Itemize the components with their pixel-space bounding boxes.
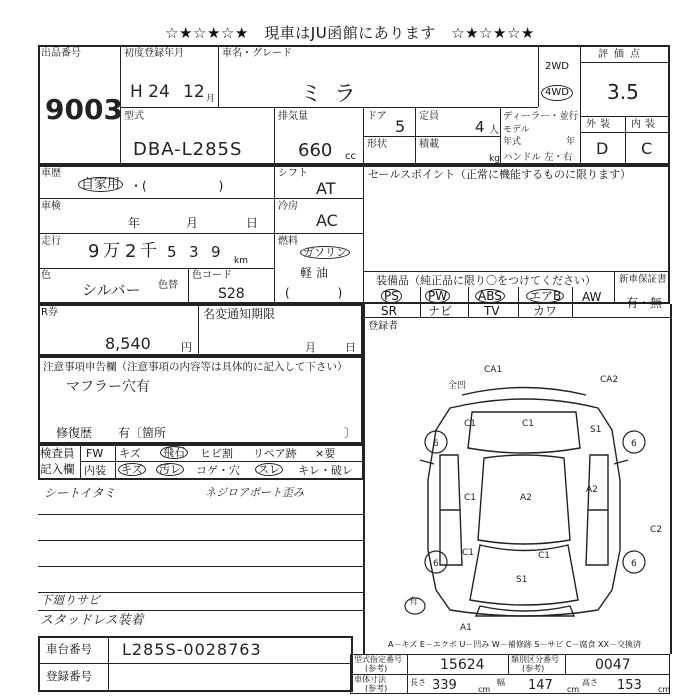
notes-text: マフラー穴有: [66, 379, 150, 395]
equip-abs: [475, 289, 505, 303]
load-unit: kg: [489, 154, 500, 164]
capacity-value: 4: [475, 118, 485, 136]
insp-stone: [160, 446, 188, 459]
recycle-unit: 円: [181, 341, 192, 354]
mark-right-rocker: C2: [650, 525, 663, 535]
insp-repair: リペア跡: [253, 447, 297, 460]
dims-length-unit: cm: [478, 685, 491, 694]
dims-width-label: 幅: [497, 678, 505, 687]
equipment-label: 装備品（純正品に限り〇をつけてください）: [376, 274, 596, 287]
repair-history-close: 〕: [344, 426, 357, 440]
mileage-d3: 5: [167, 243, 177, 261]
car-name-label: 車名・グレード: [222, 48, 292, 59]
inspector-label-2: 記入欄: [40, 462, 75, 476]
equip-tv: TV: [484, 304, 500, 318]
inspection-label: 車検: [41, 201, 61, 212]
displacement-value: 660: [298, 140, 333, 161]
dims-height-unit: cm: [658, 685, 671, 694]
type-cert-sub: (参考): [365, 664, 388, 673]
remark-2: ネジロアポート歪み: [205, 486, 304, 499]
remark-1: シートイタミ: [44, 486, 116, 500]
inspection-year: 年: [128, 216, 141, 230]
reg-number-label: 登録番号: [46, 669, 92, 683]
int-burn: コゲ・穴: [196, 464, 240, 477]
int-stain: [156, 463, 184, 476]
mark-left-rear: C1: [462, 548, 475, 558]
insp-fw: FW: [86, 447, 104, 460]
dealer-year-unit: 年: [566, 137, 576, 147]
interior-grade: C: [641, 139, 653, 158]
mark-roof: A2: [520, 493, 532, 503]
mileage-d4: 3: [189, 243, 199, 261]
shape-label: 形状: [367, 139, 387, 150]
front-bumper: [462, 388, 586, 396]
int-wear: [255, 463, 283, 476]
repaint-label: 色替: [158, 280, 178, 291]
dims-height: 153: [617, 678, 642, 693]
remark-6: 下廻りサビ: [40, 593, 101, 607]
int-tear: キレ・破レ: [298, 464, 353, 477]
sales-point-label: セールスポイント（正常に機能するものに限ります）: [368, 168, 632, 181]
dims-length-label: 長さ: [410, 678, 426, 687]
warranty-value: 有・無: [626, 296, 663, 310]
insp-crack: ヒビ割: [200, 447, 233, 460]
drive-4wd: 4WD: [541, 85, 573, 101]
color-code-label: 色コード: [192, 270, 232, 281]
first-reg-label: 初度登録年月: [124, 48, 184, 59]
mark-tire-fr: 6: [631, 439, 637, 449]
capacity-label: 定員: [419, 111, 439, 122]
fuel-label: 燃料: [278, 236, 298, 247]
recycle-label: R券: [41, 307, 58, 318]
mileage-sen: 千: [140, 241, 157, 261]
equip-airbag: [526, 289, 564, 303]
mark-tire-rl: 6: [433, 559, 439, 569]
right-mirror: [614, 460, 628, 464]
first-reg-month-unit: 月: [206, 94, 216, 104]
mileage-d1: 9: [88, 241, 100, 262]
dims-label: 車体寸法: [354, 675, 386, 684]
class-no-sub: (参考): [522, 664, 545, 673]
dims-width: 147: [528, 678, 553, 693]
dims-width-unit: cm: [567, 685, 580, 694]
remark-7: スタッドレス装着: [40, 613, 144, 628]
equip-airbag-circled: エアB: [526, 289, 564, 303]
color-label: 色: [41, 270, 51, 281]
car-damage-diagram: [380, 360, 670, 645]
equip-pw-circled: PW: [425, 289, 450, 303]
int-stain-circled: 汚レ: [156, 463, 184, 476]
banner: ☆★☆★☆★ 現車はJU函館にあります ☆★☆★☆★: [165, 24, 535, 42]
interior-label: 内装: [631, 119, 659, 130]
model-value: DBA-L285S: [133, 139, 243, 160]
dealer-year: 年式: [503, 137, 522, 147]
equip-leather: カワ: [533, 304, 558, 318]
model-label: 型式: [124, 111, 144, 122]
history-other: ・( ): [130, 179, 224, 193]
mark-right-bumper: CA2: [600, 375, 619, 385]
equip-abs-circled: ABS: [475, 289, 505, 303]
lot-label: 出品番号: [41, 48, 81, 59]
class-no-value: 0047: [595, 657, 631, 673]
fuel-diesel: 軽油: [300, 266, 333, 280]
displacement-label: 排気量: [278, 111, 308, 122]
shift-label: シフト: [278, 168, 308, 179]
mileage-d2: 2: [125, 241, 137, 262]
int-scratch-circled: キズ: [118, 463, 146, 476]
repair-history-label: 修復歴: [56, 426, 93, 440]
mark-tail-yes: 有: [409, 597, 419, 607]
dims-sub: (参考): [365, 684, 388, 693]
equip-pw: [425, 289, 450, 303]
score-label: 評価点: [598, 49, 646, 60]
chassis-label: 車台番号: [46, 642, 92, 656]
mileage-unit: km: [234, 256, 248, 266]
exterior-label: 外装: [586, 119, 614, 130]
dealer-model: モデル: [503, 125, 530, 135]
history-private: [78, 177, 123, 192]
ac-value: AC: [316, 211, 338, 230]
left-mirror: [420, 460, 434, 464]
drive-2wd: 2WD: [545, 61, 569, 72]
insp-replace: ×要: [315, 447, 336, 460]
inspection-month: 月: [186, 216, 199, 230]
mark-tire-fl: 6: [433, 439, 439, 449]
chassis-value: L285S-0028763: [122, 640, 262, 659]
mileage-label: 走行: [41, 236, 61, 247]
int-wear-circled: スレ: [255, 463, 283, 476]
equip-ps: [381, 289, 402, 303]
mark-front-dent: 全凹: [448, 381, 467, 391]
int-label: 内装: [84, 464, 106, 477]
inspection-day: 日: [246, 216, 259, 230]
mileage-man: 万: [103, 241, 120, 261]
name-change-day: 日: [345, 341, 356, 354]
mark-right-front: S1: [590, 425, 602, 435]
color-code-value: S28: [218, 286, 245, 302]
mark-rear-a1: A1: [460, 623, 472, 633]
mark-rear-win: C1: [538, 551, 551, 561]
fuel-other: ( ): [285, 286, 343, 300]
equip-navi: ナビ: [428, 304, 453, 318]
history-private-circled: 自家用: [78, 177, 123, 192]
type-cert-label: 型式指定番号: [354, 655, 402, 664]
capacity-unit: 人: [489, 125, 499, 136]
car-name-value: ミラ: [300, 82, 369, 107]
notes-label: 注意事項申告欄（注意事項の内容等は具体的に記入して下さい）: [43, 361, 348, 373]
shift-value: AT: [316, 179, 336, 198]
equip-ps-circled: PS: [381, 289, 402, 303]
dims-length: 339: [432, 678, 457, 693]
mark-tire-rr: 6: [631, 559, 637, 569]
dims-height-label: 高さ: [582, 678, 598, 687]
doors-label: ドア: [367, 111, 387, 122]
load-label: 積載: [419, 139, 439, 150]
first-reg-era: H 24: [130, 82, 170, 102]
registered-by-label: 登録者: [368, 321, 398, 332]
dealer-label: ディーラー・並行: [503, 111, 579, 122]
insp-scratch: キズ: [119, 447, 141, 460]
warranty-label: 新車保証書: [619, 274, 667, 285]
ac-label: 冷房: [278, 201, 298, 212]
name-change-month: 月: [305, 341, 316, 354]
inspector-label-1: 検査員: [40, 446, 75, 460]
mark-hood-c: C1: [522, 419, 535, 429]
doors-value: 5: [395, 117, 406, 136]
mark-right-side: A2: [586, 485, 598, 495]
insp-stone-circled: 飛石: [160, 446, 188, 459]
mark-front-bumper: CA1: [484, 365, 503, 375]
mark-hood-l: C1: [464, 419, 477, 429]
first-reg-month: 12: [183, 82, 205, 102]
equip-aw: AW: [582, 290, 602, 304]
fuel-gasoline-circled: ガソリン: [300, 246, 350, 259]
score-value: 3.5: [607, 80, 639, 104]
recycle-value: 8,540: [105, 334, 151, 353]
history-label: 車歴: [41, 168, 61, 179]
repair-history-value: 有〔箇所: [118, 426, 167, 440]
fuel-gasoline: [300, 246, 350, 259]
exterior-grade: D: [596, 139, 609, 158]
type-cert-value: 15624: [440, 657, 485, 673]
name-change-label: 名変通知期限: [203, 307, 276, 321]
equip-sr: SR: [381, 304, 397, 318]
mark-left-side: C1: [464, 493, 477, 503]
int-scratch: [118, 463, 146, 476]
mark-rear-right: S1: [516, 575, 528, 585]
color-value: シルバー: [82, 281, 141, 299]
lot-number: 9003: [45, 93, 123, 126]
displacement-unit: cc: [345, 151, 356, 162]
legend: A－キズ E－エクボ U－凹み W－補修跡 S－サビ C－腐食 XX－交換済: [388, 640, 642, 649]
class-no-label: 類別区分番号: [511, 655, 559, 664]
handle-label: ハンドル 左・右: [503, 152, 573, 163]
mileage-d5: 9: [211, 243, 221, 261]
